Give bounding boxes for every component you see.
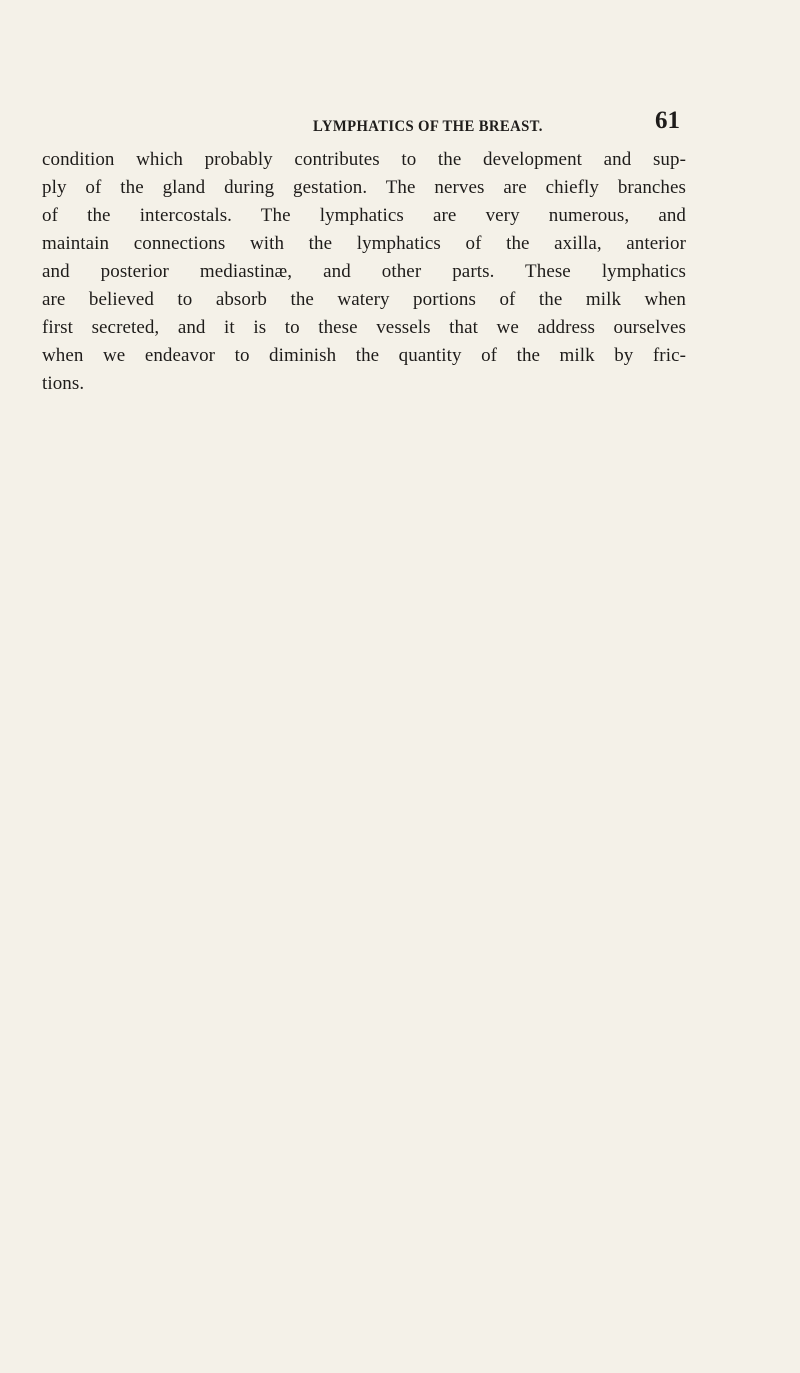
text-line: first secreted, and it is to these vessels that we address ourselves	[42, 317, 686, 338]
text-line: condition which probably contributes to the development and sup-	[42, 149, 686, 170]
text-line: tions.	[42, 373, 85, 394]
text-line: and posterior mediastinæ, and other parts. These lymphatics	[42, 261, 686, 282]
text-line: of the intercostals. The lymphatics are very numerous, and	[42, 205, 686, 226]
page-number: 61	[655, 107, 680, 134]
text-line: maintain connections with the lymphatics of the axilla, anterior	[42, 233, 686, 254]
body-paragraph	[42, 146, 686, 398]
text-line: ply of the gland during gestation. The nerves are chiefly branches	[42, 177, 686, 198]
running-header	[0, 100, 800, 140]
text-line: when we endeavor to diminish the quantity of the milk by fric-	[42, 345, 686, 366]
running-title: LYMPHATICS OF THE BREAST.	[313, 118, 543, 135]
text-line: are believed to absorb the watery portions of the milk when	[42, 289, 686, 310]
